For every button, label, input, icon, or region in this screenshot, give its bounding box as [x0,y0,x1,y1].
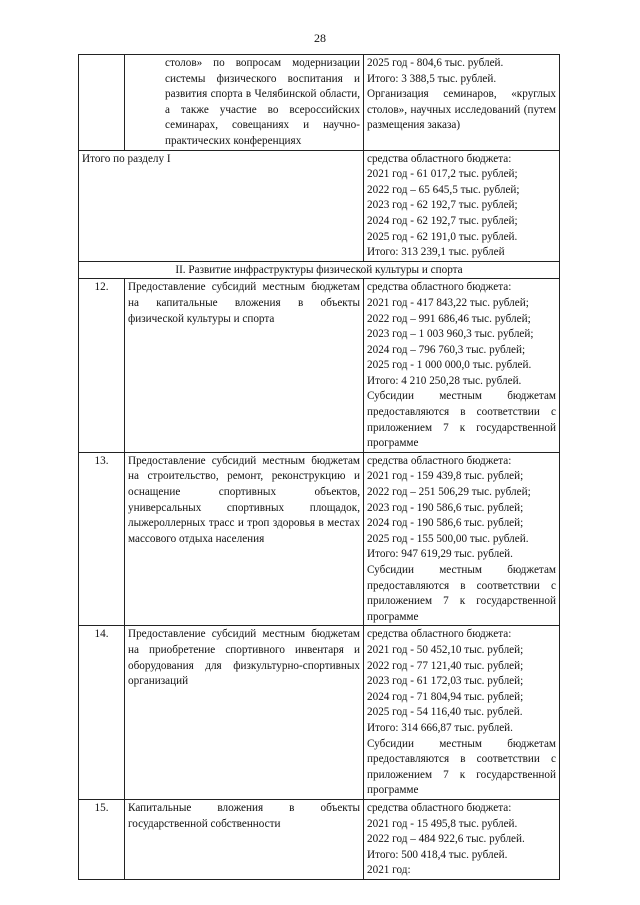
funding-line: 2022 год – 484 922,6 тыс. рублей. [367,833,525,846]
table-row [79,626,560,800]
funding-line: 2021 год - 61 017,2 тыс. рублей; [367,168,518,181]
funding-line: Итого: 313 239,1 тыс. рублей [367,246,505,259]
table-row [79,279,560,453]
row-number-cell [79,55,125,151]
funding-line: 2025 год - 1 000 000,0 тыс. рублей. [367,359,532,372]
section-total-funding [364,150,560,261]
continuation-row [79,55,560,151]
funding-line: 2023 год - 190 586,6 тыс. рублей; [367,501,524,514]
row-description: Предоставление субсидий местным бюджетам на приобретение спортивного инвентаря и оборудования для физкультурно-спортивных организаций [125,626,364,800]
funding-note: Субсидии местным бюджетам предоставляются в соответствии с приложением 7 к государственной программе [367,564,556,623]
funding-line: 2022 год - 77 121,40 тыс. рублей; [367,659,524,672]
row-funding [364,452,560,626]
funding-line: 2025 год - 155 500,00 тыс. рублей. [367,532,529,545]
funding-line: 2025 год - 54 116,40 тыс. рублей. [367,706,523,719]
funding-line: Итого: 3 388,5 тыс. рублей. [367,72,497,85]
funding-line: 2023 год - 62 192,7 тыс. рублей; [367,199,518,212]
funding-line: 2022 год – 65 645,5 тыс. рублей; [367,183,520,196]
section-total-row [79,150,560,261]
funding-note: Организация семинаров, «круглых столов», научных исследований (путем размещения заказа) [367,88,556,132]
section-heading-row [79,261,560,279]
row-number: 13. [79,452,125,626]
funding-line: средства областного бюджета: [367,152,512,165]
funding-line: 2024 год - 71 804,94 тыс. рублей; [367,690,524,703]
funding-line: 2024 год – 796 760,3 тыс. рублей; [367,343,526,356]
funding-line: 2022 год – 991 686,46 тыс. рублей; [367,312,531,325]
funding-line: Итого: 4 210 250,28 тыс. рублей. [367,374,522,387]
funding-line: средства областного бюджета: [367,281,512,294]
row-funding [364,799,560,879]
row-number: 15. [79,799,125,879]
funding-line: 2021 год - 159 439,8 тыс. рублей; [367,470,524,483]
program-activities-table [78,54,560,880]
row-funding [364,626,560,800]
funding-note: Субсидии местным бюджетам предоставляются в соответствии с приложением 7 к государственной программе [367,390,556,450]
table-row [79,452,560,626]
funding-line: 2024 год - 190 586,6 тыс. рублей; [367,517,524,530]
section-total-label: Итого по разделу I [79,150,364,261]
funding-note: Субсидии местным бюджетам предоставляются в соответствии с приложением 7 к государственной программе [367,737,556,797]
funding-line: 2023 год – 1 003 960,3 тыс. рублей; [367,328,534,341]
funding-line: Итого: 500 418,4 тыс. рублей. [367,848,508,861]
funding-line: 2023 год - 61 172,03 тыс. рублей; [367,675,524,688]
funding-line: Итого: 314 666,87 тыс. рублей. [367,721,513,734]
funding-line: средства областного бюджета: [367,801,512,814]
funding-line: средства областного бюджета: [367,454,512,467]
funding-line: 2025 год - 62 191,0 тыс. рублей. [367,230,518,243]
row-funding [364,279,560,453]
section-title: II. Развитие инфраструктуры физической культуры и спорта [79,261,560,279]
funding-line: 2022 год – 251 506,29 тыс. рублей; [367,486,531,499]
row-description: Капитальные вложения в объекты государственной собственности [125,799,364,879]
funding-line: 2021 год - 417 843,22 тыс. рублей; [367,296,529,309]
funding-line: 2021 год - 50 452,10 тыс. рублей; [367,643,524,656]
row-description: столов» по вопросам модернизации системы физического воспитания и развития спорта в Челябинской области, а также участие во всероссийских семинарах, совещаниях и научно-практических конференциях [125,55,364,151]
funding-line: 2024 год - 62 192,7 тыс. рублей; [367,214,518,227]
funding-line: средства областного бюджета: [367,628,512,641]
row-funding [364,55,560,151]
row-description: Предоставление субсидий местным бюджетам на строительство, ремонт, реконструкцию и оснащение спортивных объектов, универсальных спортивных площадок, лыжероллерных трасс и троп здоровья в местах массового отдыха населения [125,452,364,626]
page-number: 28 [314,31,326,45]
row-number: 12. [79,279,125,453]
table-row [79,799,560,879]
funding-line: 2021 год: [367,864,411,877]
row-description: Предоставление субсидий местным бюджетам на капитальные вложения в объекты физической культуры и спорта [125,279,364,453]
funding-line: Итого: 947 619,29 тыс. рублей. [367,548,513,561]
funding-line: 2021 год - 15 495,8 тыс. рублей. [367,817,518,830]
row-number: 14. [79,626,125,800]
funding-line: 2025 год - 804,6 тыс. рублей. [367,57,504,69]
